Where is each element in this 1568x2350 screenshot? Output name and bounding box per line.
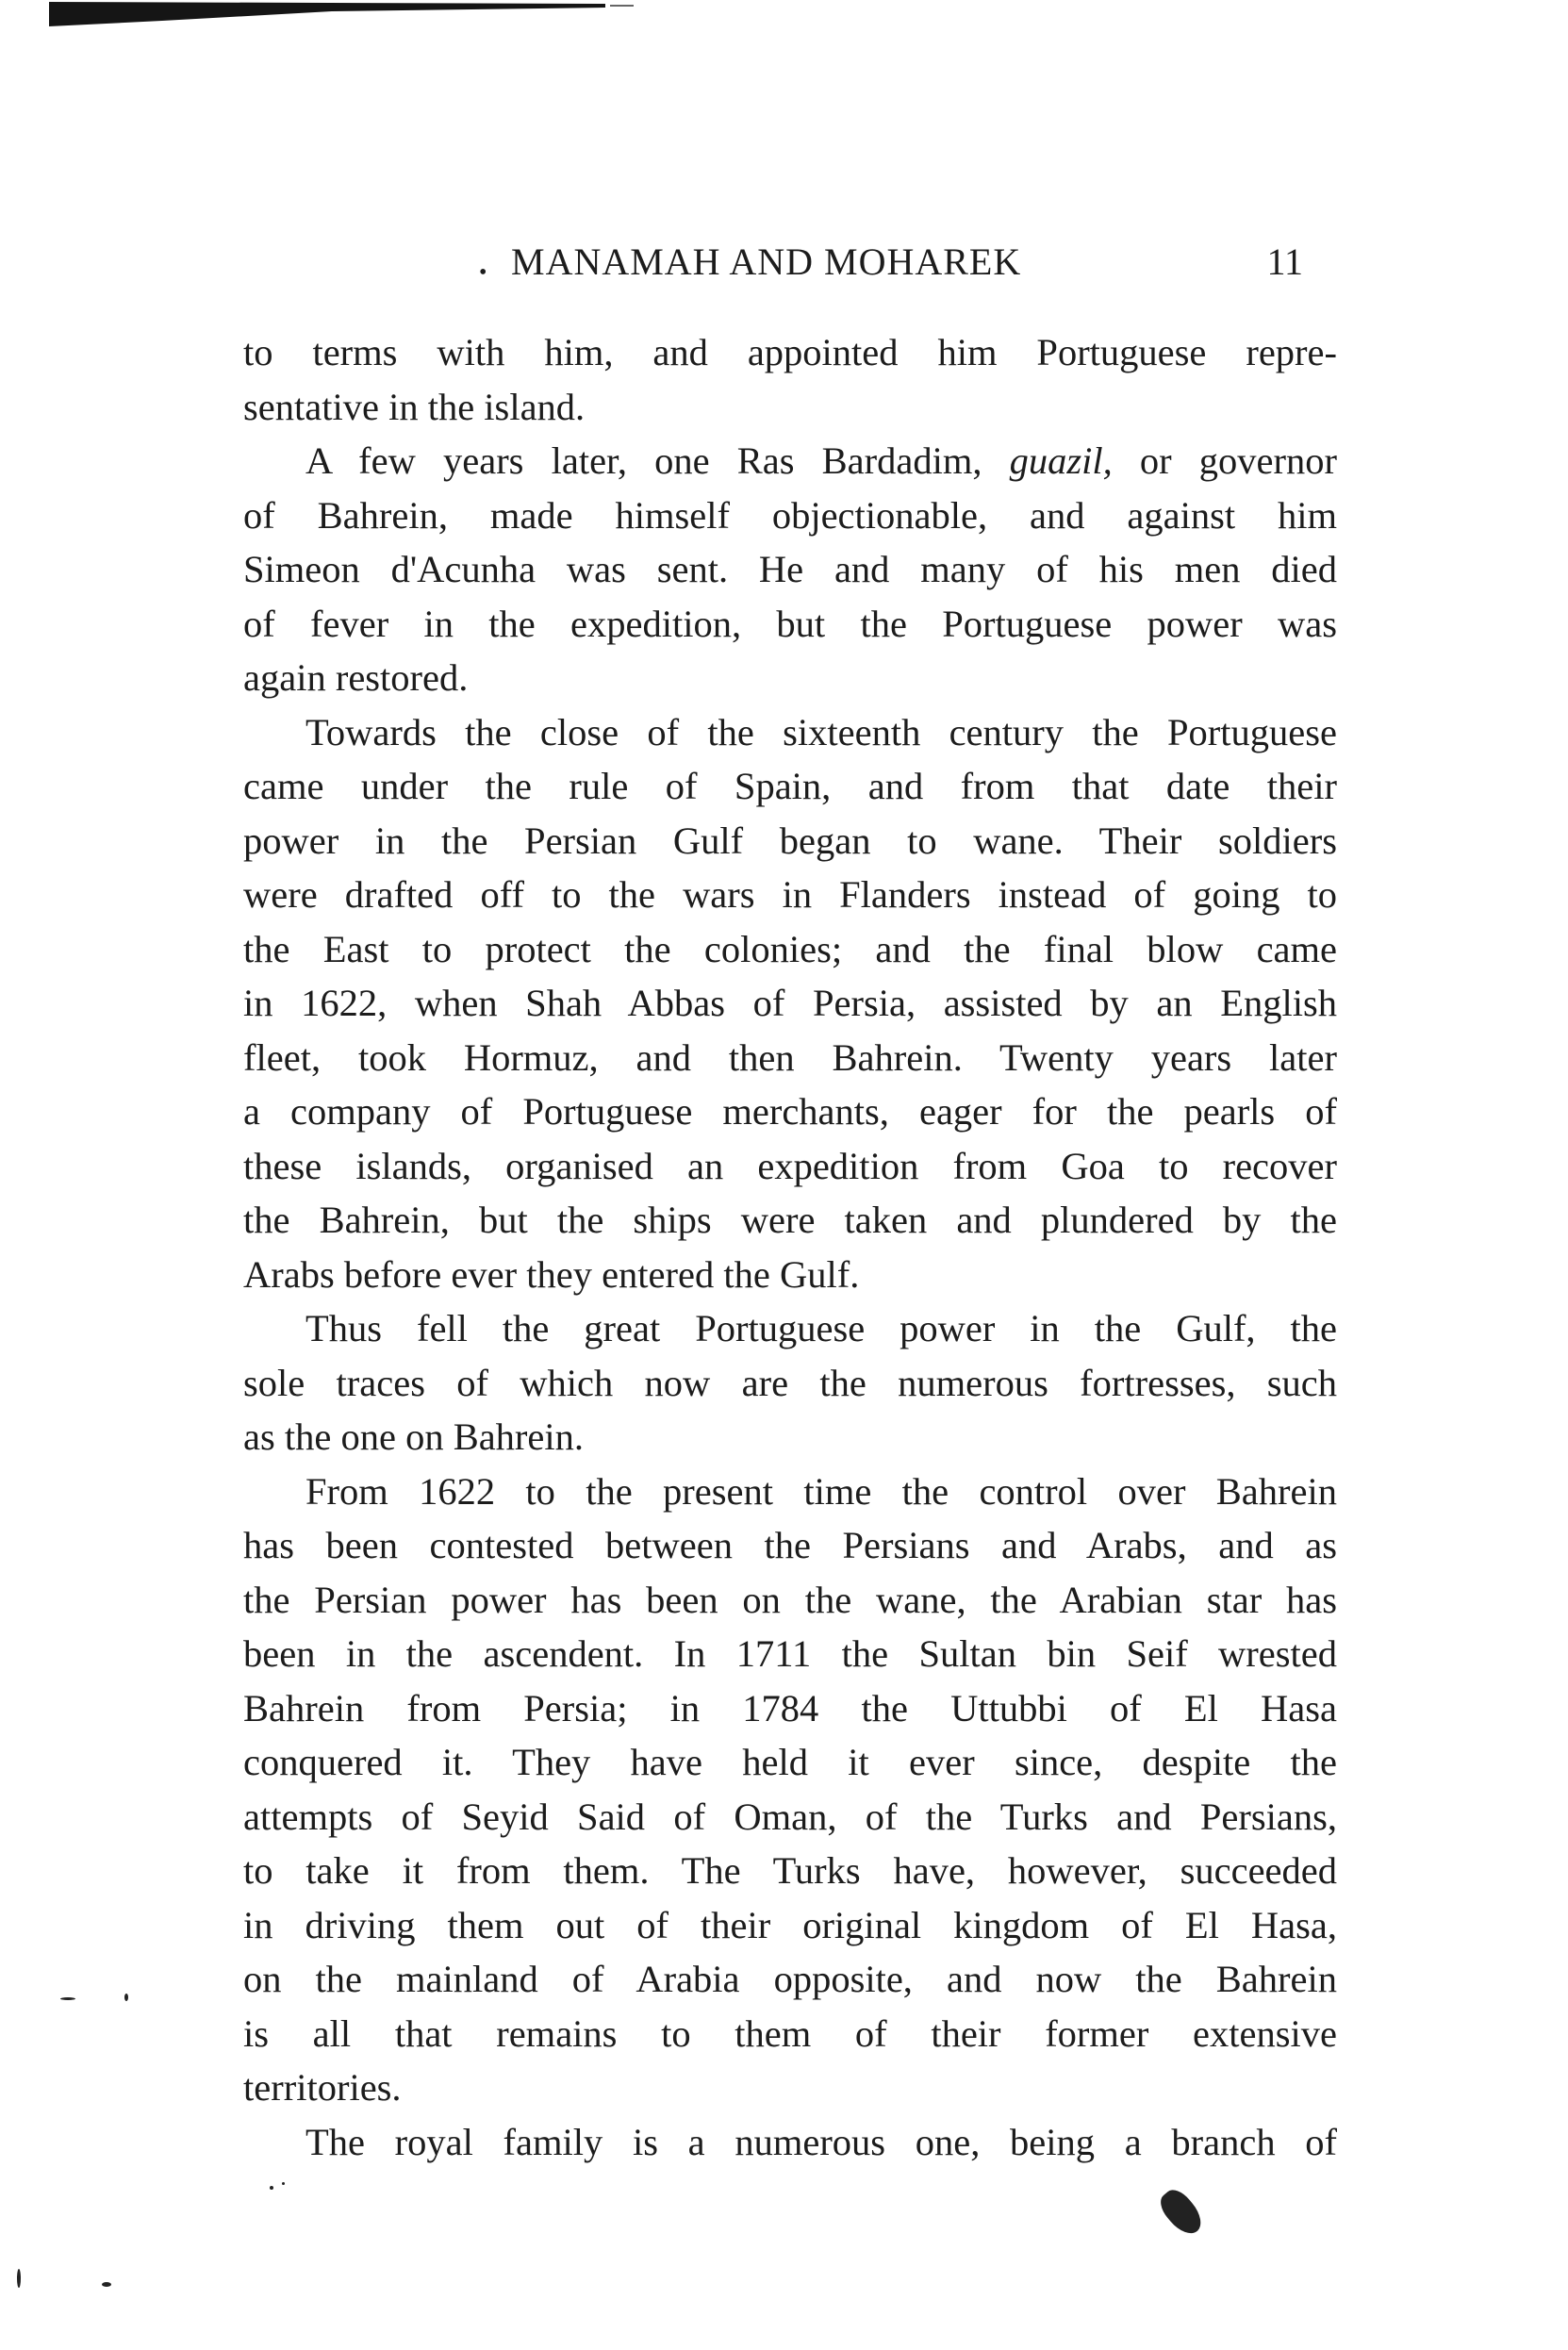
text-line: the East to protect the colonies; and the final blow came bbox=[243, 927, 1337, 970]
text-line: were drafted off to the wars in Flanders instead of going to bbox=[243, 873, 1337, 916]
ornament-mark: • bbox=[479, 260, 487, 285]
text-line: Arabs before ever they entered the Gulf. bbox=[243, 1252, 860, 1296]
text-line: Thus fell the great Portuguese power in the Gulf, the bbox=[305, 1307, 1337, 1349]
text-line: has been contested between the Persians and Arabs, and as bbox=[243, 1524, 1337, 1566]
body-text bbox=[243, 325, 1337, 2169]
text-line: of fever in the expedition, but the Portuguese power was bbox=[243, 602, 1337, 645]
text-line: a company of Portuguese merchants, eager for the pearls of bbox=[243, 1090, 1337, 1133]
text-line: territories. bbox=[243, 2066, 402, 2109]
scan-speck bbox=[60, 1997, 75, 2000]
scan-speck bbox=[270, 2186, 273, 2190]
text-line: as the one on Bahrein. bbox=[243, 1415, 585, 1458]
scan-speck bbox=[282, 2182, 285, 2185]
text-line: been in the ascendent. In 1711 the Sultan bin Seif wrested bbox=[243, 1632, 1337, 1675]
text-line: conquered it. They have held it ever since, despite the bbox=[243, 1741, 1337, 1783]
text-line: is all that remains to them of their former extensive bbox=[243, 2011, 1337, 2055]
text-line: power in the Persian Gulf began to wane. Their soldiers bbox=[243, 819, 1337, 862]
text-line: sentative in the island. bbox=[243, 385, 586, 428]
scan-edge-shadow bbox=[49, 0, 634, 28]
text-line: sole traces of which now are the numerous fortresses, such bbox=[243, 1361, 1337, 1404]
scan-speck bbox=[124, 1994, 128, 2001]
text-line: Bahrein from Persia; in 1784 the Uttubbi of El Hasa bbox=[243, 1686, 1337, 1729]
scan-speck bbox=[1155, 2184, 1208, 2240]
text-line: on the mainland of Arabia opposite, and now the Bahrein bbox=[243, 1958, 1337, 2000]
scan-speck bbox=[102, 2282, 111, 2287]
running-head bbox=[217, 234, 1348, 290]
text-line: fleet, took Hormuz, and then Bahrein. Twenty years later bbox=[243, 1035, 1337, 1079]
text-line: in driving them out of their original kingdom of El Hasa, bbox=[243, 1903, 1337, 1946]
text-line: in 1622, when Shah Abbas of Persia, assisted by an English bbox=[243, 982, 1337, 1024]
text-line: the Bahrein, but the ships were taken and plundered by the bbox=[243, 1199, 1337, 1241]
text-line: the Persian power has been on the wane, the Arabian star has bbox=[243, 1578, 1337, 1621]
text-line: Towards the close of the sixteenth century the Portuguese bbox=[305, 710, 1337, 753]
text-line: again restored. bbox=[243, 656, 469, 699]
text-line: of Bahrein, made himself objectionable, and against him bbox=[243, 493, 1337, 537]
scan-speck bbox=[17, 2269, 21, 2288]
running-head-title: MANAMAH AND MOHAREK bbox=[511, 240, 1022, 283]
text-line: these islands, organised an expedition from Goa to recover bbox=[243, 1144, 1337, 1187]
text-line: Simeon d'Acunha was sent. He and many of his men died bbox=[243, 548, 1337, 590]
text-line: came under the rule of Spain, and from that date their bbox=[243, 765, 1337, 807]
text-line: From 1622 to the present time the control over Bahrein bbox=[305, 1469, 1337, 1513]
text-line: to terms with him, and appointed him Portuguese repre- bbox=[243, 331, 1337, 373]
page-number: 11 bbox=[1266, 240, 1303, 283]
text-line: attempts of Seyid Said of Oman, of the Turks and Persians, bbox=[243, 1795, 1337, 1838]
text-line: A few years later, one Ras Bardadim, guazil, or governor bbox=[305, 439, 1337, 482]
text-line: to take it from them. The Turks have, however, succeeded bbox=[243, 1849, 1337, 1892]
text-line: The royal family is a numerous one, being a branch of bbox=[305, 2120, 1337, 2163]
